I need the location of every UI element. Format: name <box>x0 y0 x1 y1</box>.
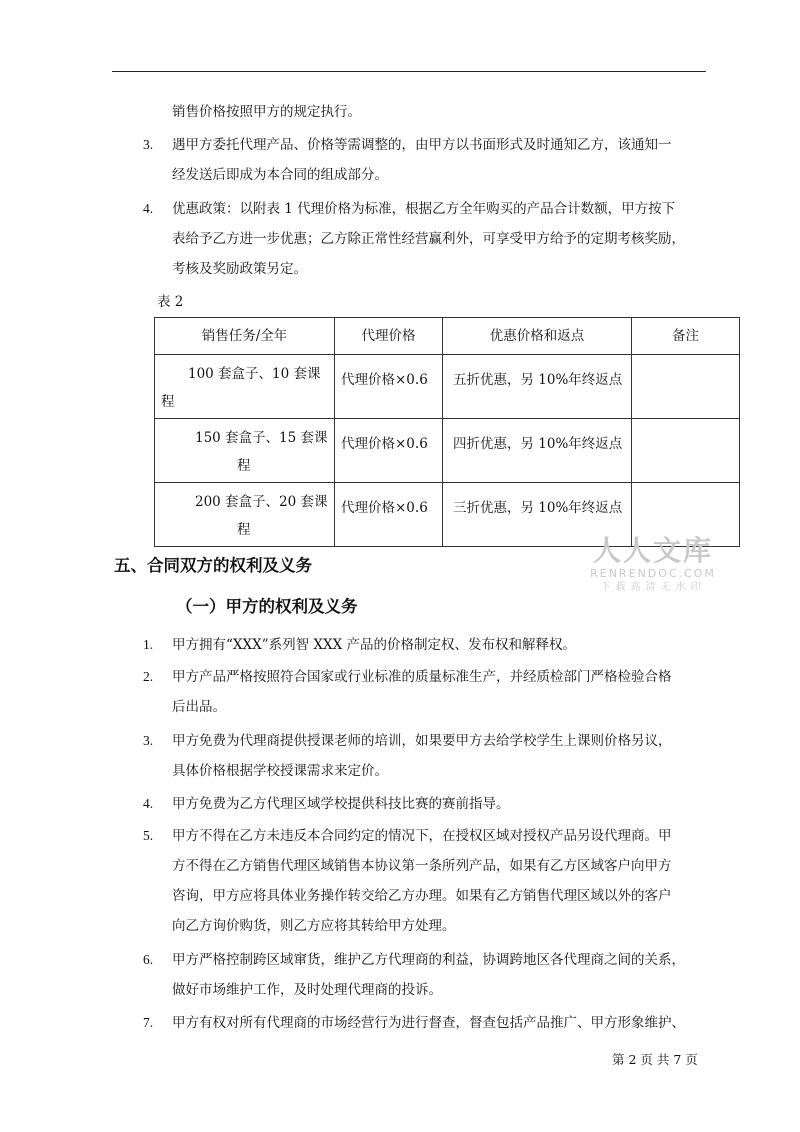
discount-cell: 五折优惠，另 10%年终返点 <box>453 372 623 388</box>
note-cell <box>632 419 739 429</box>
item-line: 经发送后即成为本合同的组成部分。 <box>172 167 388 183</box>
task-cell-cont: 程 <box>237 522 251 538</box>
item-line: 向乙方询价购货，则乙方应将其转给甲方处理。 <box>172 918 456 934</box>
item-line: 考核及奖励政策另定。 <box>172 261 307 277</box>
discount-table <box>154 317 740 547</box>
note-cell <box>632 355 739 365</box>
item-line: 甲方拥有“XXX”系列智 XXX 产品的价格制定权、发布权和解释权。 <box>172 637 577 653</box>
item-number: 5. <box>143 828 154 843</box>
watermark-logo: 人人文库 RENRENDOC.COM 下载高清无水印 <box>590 534 716 593</box>
item-line: 后出品。 <box>172 699 226 715</box>
table-header: 销售任务/全年 <box>201 328 288 344</box>
task-cell: 100 套盒子、10 套课 <box>188 366 321 382</box>
page-footer: 第 2 页 共 7 页 <box>612 1052 698 1067</box>
task-cell-cont: 程 <box>237 458 251 474</box>
item-line: 甲方免费为代理商提供授课老师的培训，如果要甲方去给学校学生上课则价格另议， <box>172 733 672 749</box>
item-number: 3. <box>143 137 154 152</box>
table-header: 优惠价格和返点 <box>489 328 585 344</box>
item-line: 甲方免费为乙方代理区域学校提供科技比赛的赛前指导。 <box>172 796 510 812</box>
table-header: 备注 <box>672 328 699 344</box>
task-cell: 200 套盒子、20 套课 <box>195 494 328 510</box>
item-line: 做好市场维护工作，及时处理代理商的投诉。 <box>172 982 442 998</box>
item-number: 7. <box>143 1015 154 1030</box>
item-line: 具体价格根据学校授课需求来定价。 <box>172 763 388 779</box>
item-number: 3. <box>143 733 154 748</box>
table-row <box>155 419 740 483</box>
item-line: 甲方产品严格按照符合国家或行业标准的质量标准生产，并经质检部门严格检验合格 <box>172 669 672 685</box>
item-line: 甲方严格控制跨区域窜货，维护乙方代理商的利益，协调跨地区各代理商之间的关系， <box>172 952 685 968</box>
price-cell: 代理价格×0.6 <box>341 372 428 388</box>
header-rule <box>112 71 706 72</box>
task-cell: 150 套盒子、15 套课 <box>195 430 328 446</box>
task-cell-cont: 程 <box>161 394 175 410</box>
note-cell <box>632 483 739 493</box>
item-line: 表给予乙方进一步优惠；乙方除正常性经营赢利外，可享受甲方给予的定期考核奖励， <box>172 231 685 247</box>
section-title: 五、合同双方的权利及义务 <box>114 556 312 575</box>
price-cell: 代理价格×0.6 <box>341 500 428 516</box>
item-number: 4. <box>143 796 154 811</box>
item-line: 甲方不得在乙方未违反本合同约定的情况下，在授权区域对授权产品另设代理商。甲 <box>172 828 672 844</box>
discount-cell: 四折优惠，另 10%年终返点 <box>453 436 623 452</box>
item-number: 2. <box>143 669 154 684</box>
item-line: 方不得在乙方销售代理区域销售本协议第一条所列产品，如果有乙方区域客户向甲方 <box>172 858 672 874</box>
table-caption: 表 2 <box>157 294 184 310</box>
item-line: 遇甲方委托代理产品、价格等需调整的，由甲方以书面形式及时通知乙方，该通知一 <box>172 137 672 153</box>
table-row <box>155 355 740 419</box>
item-number: 6. <box>143 952 154 967</box>
table-header: 代理价格 <box>361 328 416 344</box>
item-line: 咨询，甲方应将具体业务操作转交给乙方办理。如果有乙方销售代理区域以外的客户 <box>172 888 672 904</box>
item-number: 1. <box>143 637 154 652</box>
continuation-text: 销售价格按照甲方的规定执行。 <box>172 104 361 120</box>
discount-cell: 三折优惠，另 10%年终返点 <box>453 500 623 516</box>
subsection-title: （一）甲方的权利及义务 <box>176 597 358 616</box>
item-number: 4. <box>143 201 154 216</box>
price-cell: 代理价格×0.6 <box>341 436 428 452</box>
item-line: 甲方有权对所有代理商的市场经营行为进行督查，督查包括产品推广、甲方形象维护、 <box>172 1015 685 1031</box>
item-line: 优惠政策：以附表 1 代理价格为标准，根据乙方全年购买的产品合计数额，甲方按下 <box>172 201 676 217</box>
table-header-row <box>155 318 740 355</box>
